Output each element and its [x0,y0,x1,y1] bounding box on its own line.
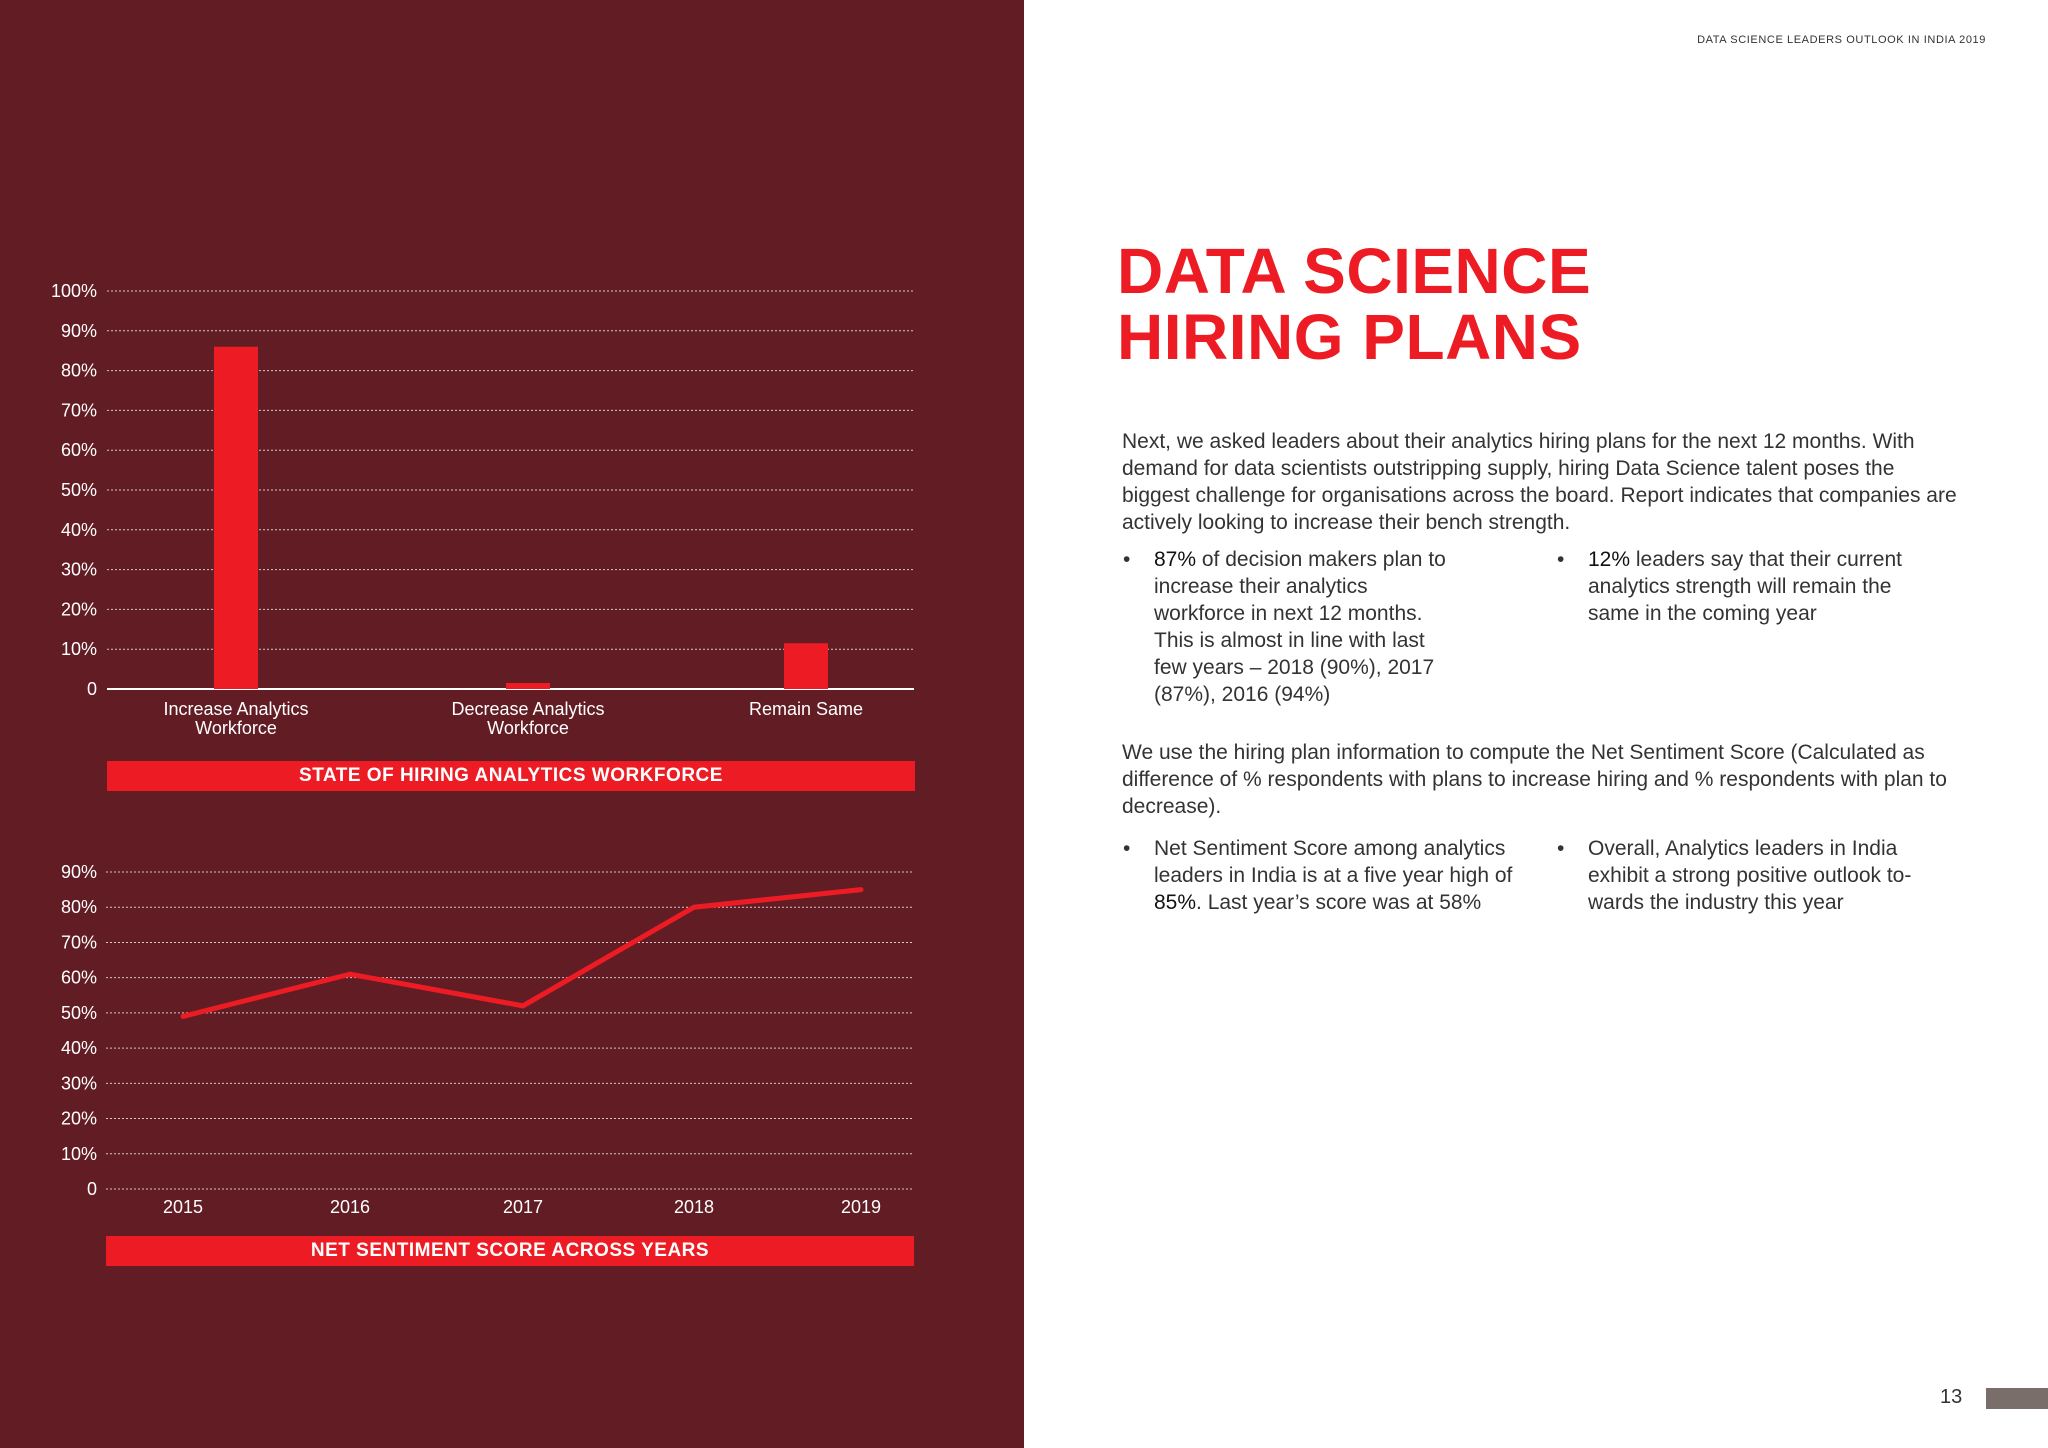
page-title [1117,235,1592,373]
right-panel [1024,0,2048,1448]
y-tick-label: 20% [60,599,97,620]
net-sentiment-paragraph: We use the hiring plan information to compute the Net Sentiment Score (Calculated as difference of % respondents with plans to increase hiring and % respondents with plan to decrease). [1122,741,1947,818]
y-tick-label: 60% [60,440,97,461]
y-tick-label: 20% [60,1108,97,1129]
bullet-dot: • [1557,837,1565,860]
line-chart-title: NET SENTIMENT SCORE ACROSS YEARS [106,1236,914,1266]
y-tick-label: 40% [60,1038,97,1059]
bullet-87-percent [1123,546,1454,708]
y-tick-label: 70% [60,932,97,953]
y-tick-label: 10% [60,1143,97,1164]
bullet-text: of decision makers plan to increase their analytics workforce in next 12 months. This is almost in line with last few years – 2018 (90%), 2017 (87%), 2016 (94%) [1154,548,1446,706]
y-tick-label: 40% [60,519,97,540]
bar [506,683,550,689]
page-number: 13 [1940,1386,1963,1408]
bullet-dot: • [1557,548,1565,571]
bullet-highlight: 12% [1588,548,1631,571]
bullet-positive-outlook [1557,835,1948,916]
bar-chart-title: STATE OF HIRING ANALYTICS WORKFORCE [107,761,915,791]
bullet-highlight: 87% [1154,548,1197,571]
y-tick-label: 100% [50,281,97,301]
bar [784,643,828,689]
x-category-label: Workforce [195,718,277,738]
y-tick-label: 30% [60,559,97,580]
data-point [859,887,864,892]
data-point [521,1003,526,1008]
bullet-text: Overall, Analytics leaders in India exhibit a strong positive outlook to-wards the industry this year [1588,837,1912,914]
data-point [181,1014,186,1019]
y-tick-label: 80% [60,360,97,381]
page-number-bar [1986,1388,2048,1409]
y-tick-label: 50% [60,1002,97,1023]
bullet-text: leaders say that their current analytics strength will remain the same in the coming year [1588,548,1902,625]
y-tick-label: 0 [86,679,97,699]
intro-paragraph: Next, we asked leaders about their analytics hiring plans for the next 12 months. With demand for data scientists outstripping supply, hiring Data Science talent poses the biggest challenge for organisations across the board. Report indicates that companies are actively looking to increase their bench strength. [1122,430,1957,534]
x-tick-label: 2017 [502,1197,544,1217]
data-point [692,905,697,910]
running-head: DATA SCIENCE LEADERS OUTLOOK IN INDIA 2019 [1697,34,1986,46]
x-tick-label: 2018 [673,1197,715,1217]
bullet-text: Net Sentiment Score among analytics leaders in India is at a five year high of [1154,837,1513,887]
bullet-12-percent [1557,546,1938,627]
bar [214,347,258,689]
y-tick-label: 50% [60,480,97,500]
y-tick-label: 60% [60,967,97,988]
bullet-dot: • [1123,548,1131,571]
y-tick-label: 80% [60,897,97,918]
bullet-net-sentiment [1123,835,1544,916]
bullet-text-after: . Last year’s score was at 58% [1196,891,1482,914]
x-category-label: Remain Same [748,699,864,719]
sentiment-line [183,890,861,1017]
y-tick-label: 0 [86,1179,97,1199]
x-tick-label: 2015 [162,1197,204,1217]
x-category-label: Increase Analytics [163,699,309,719]
title-line-1: DATA SCIENCE [1117,235,1592,307]
y-tick-label: 70% [60,400,97,421]
bullet-dot: • [1123,837,1131,860]
y-tick-label: 90% [60,862,97,882]
hiring-workforce-bar-chart [0,0,1024,760]
title-line-2: HIRING PLANS [1117,301,1582,373]
y-tick-label: 10% [60,639,97,660]
y-tick-label: 90% [60,320,97,341]
y-tick-label: 30% [60,1073,97,1094]
data-point [348,972,353,977]
x-tick-label: 2019 [840,1197,882,1217]
x-category-label: Workforce [487,718,569,738]
bullet-highlight: 85% [1154,891,1197,914]
x-tick-label: 2016 [329,1197,371,1217]
x-category-label: Decrease Analytics [451,699,605,719]
